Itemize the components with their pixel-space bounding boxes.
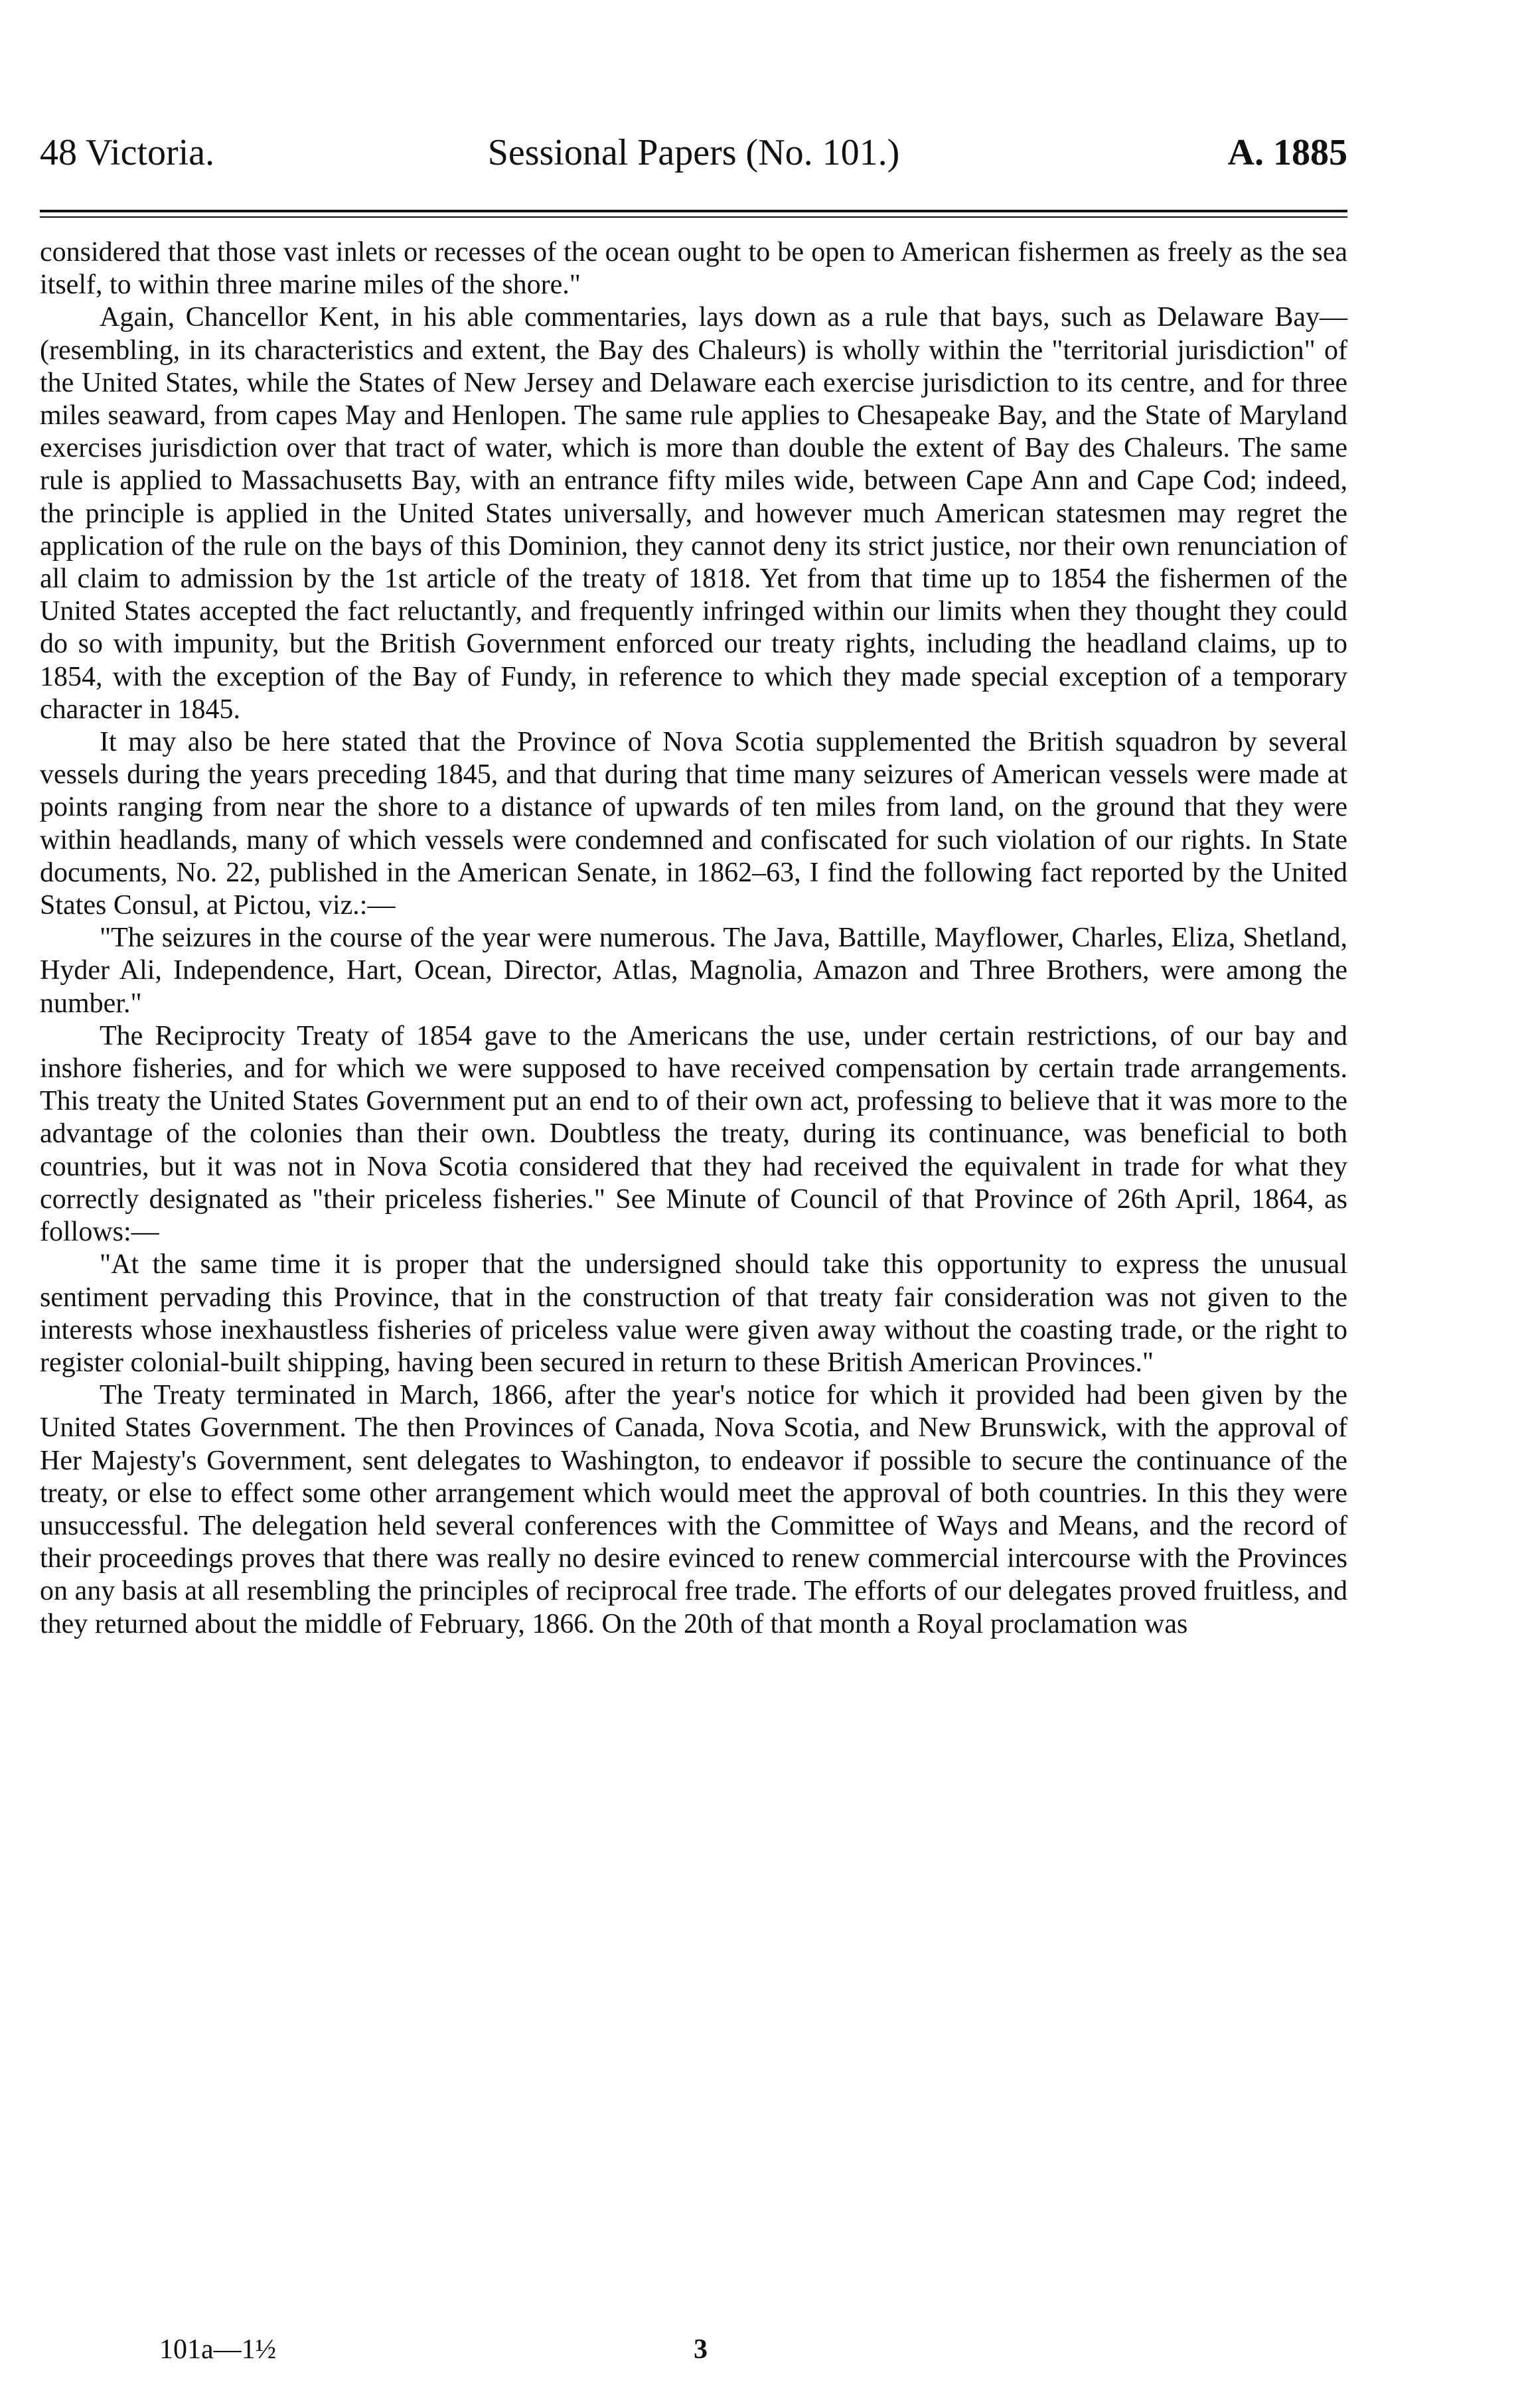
paragraph-treaty-terminated: The Treaty terminated in March, 1866, after the year's notice for which it provided had been given by the United States Government. The then Provinces of Canada, Nova Scotia, and New Brunswick, with the approval of Her Majesty's Government, sent delegates to Washington, to endeavor if possible to secure the continuance of the treaty, or else to effect some other arrangement which would meet the approval of both countries. In this they were unsuccessful. The delegation held several conferences with the Committee of Ways and Means, and the record of their proceedings proves that there was really no desire evinced to renew commercial intercourse with the Provinces on any basis at all resembling the principles of reciprocal free trade. The efforts of our delegates proved fruitless, and they returned about the middle of February, 1866. On the 20th of that month a Royal proclamation was (40, 1380, 1347, 1639)
quote-seizures: "The seizures in the course of the year were numerous. The Java, Battille, Mayflower, Charles, Eliza, Shetland, Hyder Ali, Independence, Hart, Ocean, Director, Atlas, Magnolia, Amazon and Three Brothers, were among the number." (40, 923, 1347, 1019)
paragraph-continuation: considered that those vast inlets or recesses of the ocean ought to be open to American fishermen as freely as the sea itself, to within three marine miles of the shore." (40, 237, 1347, 301)
paragraph-nova-scotia: It may also be here stated that the Province of Nova Scotia supplemented the British squadron by several vessels during the years preceding 1845, and that during that time many seizures of American vessels were made at points ranging from near the shore to a distance of upwards of ten miles from land, on the ground that they were within headlands, many of which vessels were condemned and confiscated for such violation of our rights. In State documents, No. 22, published in the American Senate, in 1862–63, I find the following fact reported by the United States Consul, at Pictou, viz.:— (40, 727, 1347, 921)
header-rule-thin (40, 216, 1347, 218)
page-footer (40, 2330, 1347, 2370)
signature-mark: 101a—1½ (159, 2334, 277, 2365)
paragraph-kent: Again, Chancellor Kent, in his able commentaries, lays down as a rule that bays, such as Delaware Bay—(resembling, in its characteristics and extent, the Bay des Chaleurs) is wholly within the "territorial jurisdiction" of the United States, while the States of New Jersey and Delaware each exercise jurisdiction to its centre, and for three miles seaward, from capes May and Henlopen. The same rule applies to Chesapeake Bay, and the State of Maryland exercises jurisdiction over that tract of water, which is more than double the extent of Bay des Chaleurs. The same rule is applied to Massachusetts Bay, with an entrance fifty miles wide, between Cape Ann and Cape Cod; indeed, the principle is applied in the United States universally, and however much American statesmen may regret the application of the rule on the bays of this Dominion, they cannot deny its strict justice, nor their own renunciation of all claim to admission by the 1st article of the treaty of 1818. Yet from that time up to 1854 the fishermen of the United States accepted the fact reluctantly, and frequently infringed within our limits when they thought they could do so with impunity, but the British Government enforced our treaty rights, including the headland claims, up to 1854, with the exception of the Bay of Fundy, in reference to which they made special exception of a temporary character in 1845. (40, 302, 1347, 725)
running-header (40, 126, 1347, 179)
body-text (40, 236, 1347, 1641)
header-title: Sessional Papers (No. 101.) (487, 132, 900, 173)
quote-minute-of-council: "At the same time it is proper that the undersigned should take this opportunity to express the unusual sentiment pervading this Province, that in the construction of that treaty fair consideration was not given to the interests whose inexhaustless fisheries of priceless value were given away without the coasting trade, or the right to register colonial-built shipping, having been secured in return to these British American Provinces." (40, 1249, 1347, 1378)
document-page (40, 0, 1347, 2408)
paragraph-reciprocity-treaty: The Reciprocity Treaty of 1854 gave to the Americans the use, under certain restrictions, of our bay and inshore fisheries, and for which we were supposed to have received compensation by certain trade arrangements. This treaty the United States Government put an end to of their own act, professing to believe that it was more to the advantage of the colonies than their own. Doubtless the treaty, during its continuance, was beneficial to both countries, but it was not in Nova Scotia considered that they had received the equivalent in trade for what they correctly designated as "their priceless fisheries." See Minute of Council of that Province of 26th April, 1864, as follows:— (40, 1020, 1347, 1248)
page-number: 3 (694, 2334, 708, 2365)
header-year: A. 1885 (1227, 132, 1347, 173)
header-rule-thick (40, 210, 1347, 212)
header-session: 48 Victoria. (40, 132, 215, 173)
